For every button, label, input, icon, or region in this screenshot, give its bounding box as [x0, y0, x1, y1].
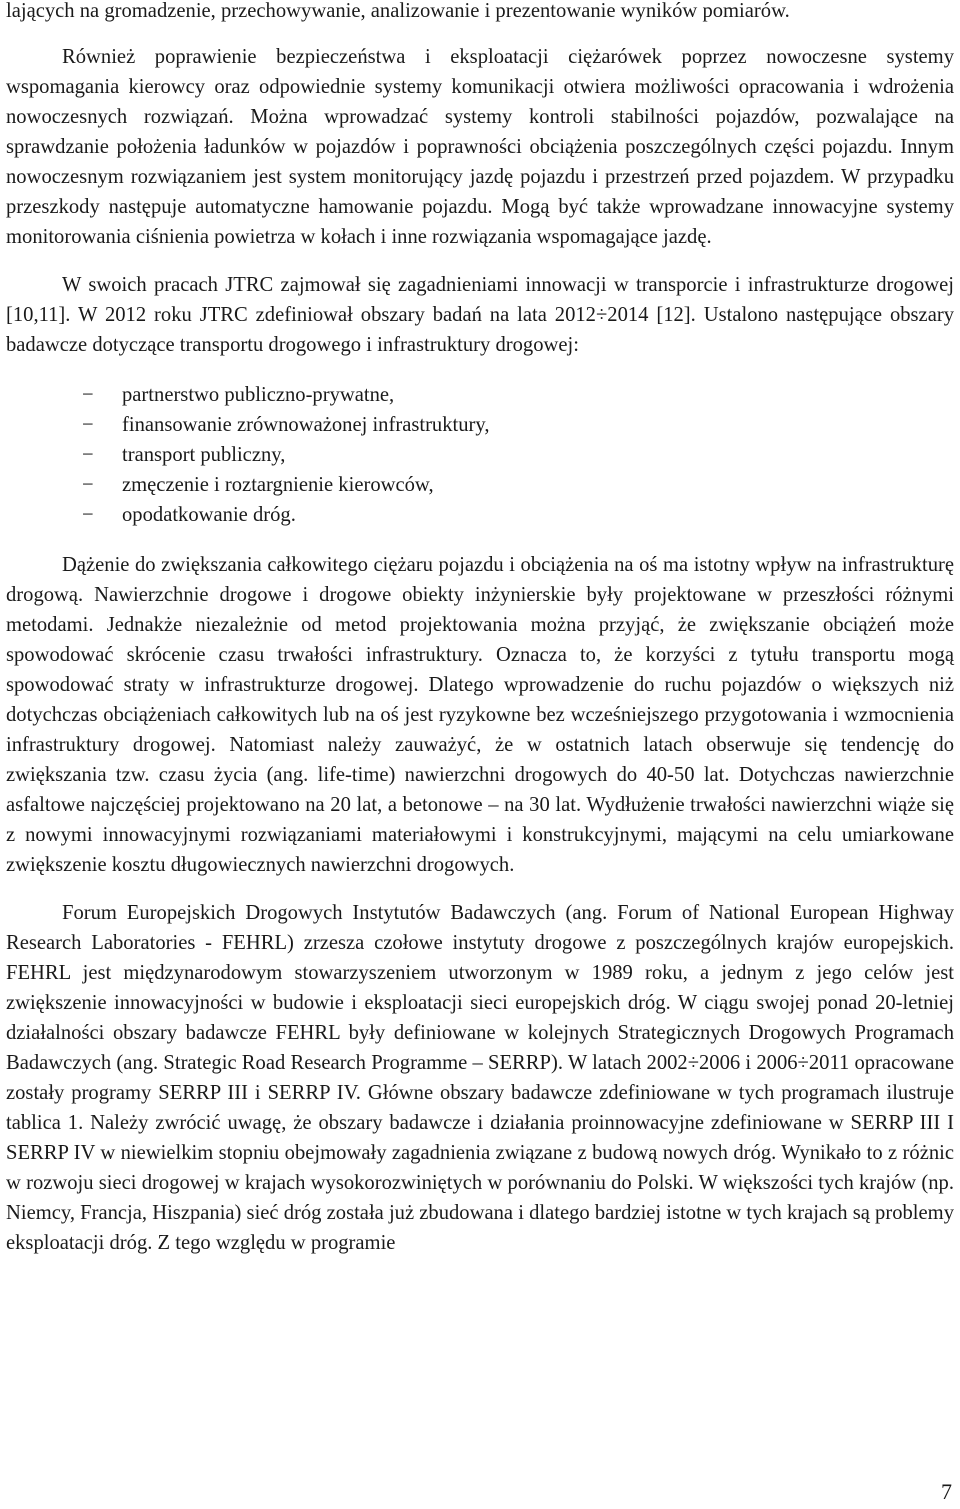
paragraph-vehicle-safety: Również poprawienie bezpieczeństwa i eksploatacji ciężarówek poprzez nowoczesne systemy wspomagania kierowcy oraz odpowiednie systemy komunikacji otwiera możliwości opracowania i wdrożenia nowoczesnych rozwiązań. Można wprowadzać systemy kontroli stabilności pojazdów, pozwalające na sprawdzanie położenia ładunków w pojazdów i poprawności obciążenia poszczególnych części pojazdu. Innym nowoczesnym rozwiązaniem jest system monitorujący jazdę pojazdu i przestrzeń przed pojazdem. W przypadku przeszkody następuje automatyczne hamowanie pojazdu. Mogą być także wprowadzane innowacyjne systemy monitorowania ciśnienia powietrza w kołach i inne rozwiązania wspomagające jazdę.	[6, 46, 954, 248]
research-areas-list	[6, 380, 954, 530]
dash-bullet: −	[82, 384, 94, 406]
page-number: 7	[941, 1479, 952, 1504]
document-page	[6, 0, 954, 1258]
list-item-text: partnerstwo publiczno-prywatne,	[122, 384, 395, 406]
paragraph-infrastructure-load: Dążenie do zwiększania całkowitego ciężaru pojazdu i obciążenia na oś ma istotny wpływ na infrastrukturę drogową. Nawierzchnie drogowe i drogowe obiekty inżynierskie były projektowane w przeszłości różnymi metodami. Jednakże niezależnie od metod projektowania można przyjąć, że zwiększanie obciążeń może spowodować skrócenie czasu trwałości infrastruktury. Oznacza to, że korzyści z tytułu transportu mogą spowodować straty w infrastrukturze drogowej. Dlatego wprowadzenie do ruchu pojazdów o większych niż dotychczas obciążeniach całkowitych lub na oś jest ryzykowne bez wcześniejszego przygotowania i wzmocnienia infrastruktury drogowej. Natomiast należy zauważyć, że w ostatnich latach obserwuje się tendencję do zwiększania tzw. czasu życia (ang. life-time) nawierzchni drogowych do 40-50 lat. Dotychczas nawierzchnie asfaltowe najczęściej projektowano na 20 lat, a betonowe – na 30 lat. Wydłużenie trwałości nawierzchni wiąże się z nowymi innowacyjnymi rozwiązaniami materiałowymi i konstrukcyjnymi, mającymi na celu umiarkowane zwiększenie kosztu długowiecznych nawierzchni drogowych.	[6, 554, 954, 876]
dash-bullet: −	[82, 504, 94, 526]
paragraph-continuation: lających na gromadzenie, przechowywanie, analizowanie i prezentowanie wyników pomiarów.	[6, 0, 790, 22]
list-item-text: zmęczenie i roztargnienie kierowców,	[122, 474, 434, 496]
paragraph-jtrc: W swoich pracach JTRC zajmował się zagadnieniami innowacji w transporcie i infrastrukturze drogowej [10,11]. W 2012 roku JTRC zdefiniował obszary badań na lata 2012÷2014 [12]. Ustalono następujące obszary badawcze dotyczące transportu drogowego i infrastruktury drogowej:	[6, 274, 954, 356]
list-item	[6, 440, 954, 470]
list-item-text: transport publiczny,	[122, 444, 286, 466]
list-item-text: finansowanie zrównoważonej infrastruktury,	[122, 414, 490, 436]
list-item	[6, 410, 954, 440]
list-item	[6, 380, 954, 410]
dash-bullet: −	[82, 414, 94, 436]
list-item	[6, 500, 954, 530]
list-item-text: opodatkowanie dróg.	[122, 504, 296, 526]
list-item	[6, 470, 954, 500]
dash-bullet: −	[82, 444, 94, 466]
dash-bullet: −	[82, 474, 94, 496]
paragraph-fehrl: Forum Europejskich Drogowych Instytutów Badawczych (ang. Forum of National European Highway Research Laboratories - FEHRL) zrzesza czołowe instytuty drogowe z poszczególnych krajów europejskich. FEHRL jest międzynarodowym stowarzyszeniem utworzonym w 1989 roku, a jednym z jego celów jest zwiększenie innowacyjności w budowie i eksploatacji sieci europejskich dróg. W ciągu swojej ponad 20-letniej działalności obszary badawcze FEHRL były definiowane w kolejnych Strategicznych Drogowych Programach Badawczych (ang. Strategic Road Research Programme – SERRP). W latach 2002÷2006 i 2006÷2011 opracowane zostały programy SERRP III i SERRP IV. Główne obszary badawcze zdefiniowane w tych programach ilustruje tablica 1. Należy zwrócić uwagę, że obszary badawcze i działania proinnowacyjne zdefiniowane w SERRP III I SERRP IV w niewielkim stopniu obejmowały zagadnienia związane z budową nowych dróg. Wynikało to z różnic w rozwoju sieci drogowej w krajach wysokorozwiniętych w porównaniu do Polski. W większości tych krajów (np. Niemcy, Francja, Hiszpania) sieć dróg została już zbudowana i dlatego bardziej istotne w tych krajach są problemy eksploatacji dróg. Z tego względu w programie	[6, 902, 954, 1254]
